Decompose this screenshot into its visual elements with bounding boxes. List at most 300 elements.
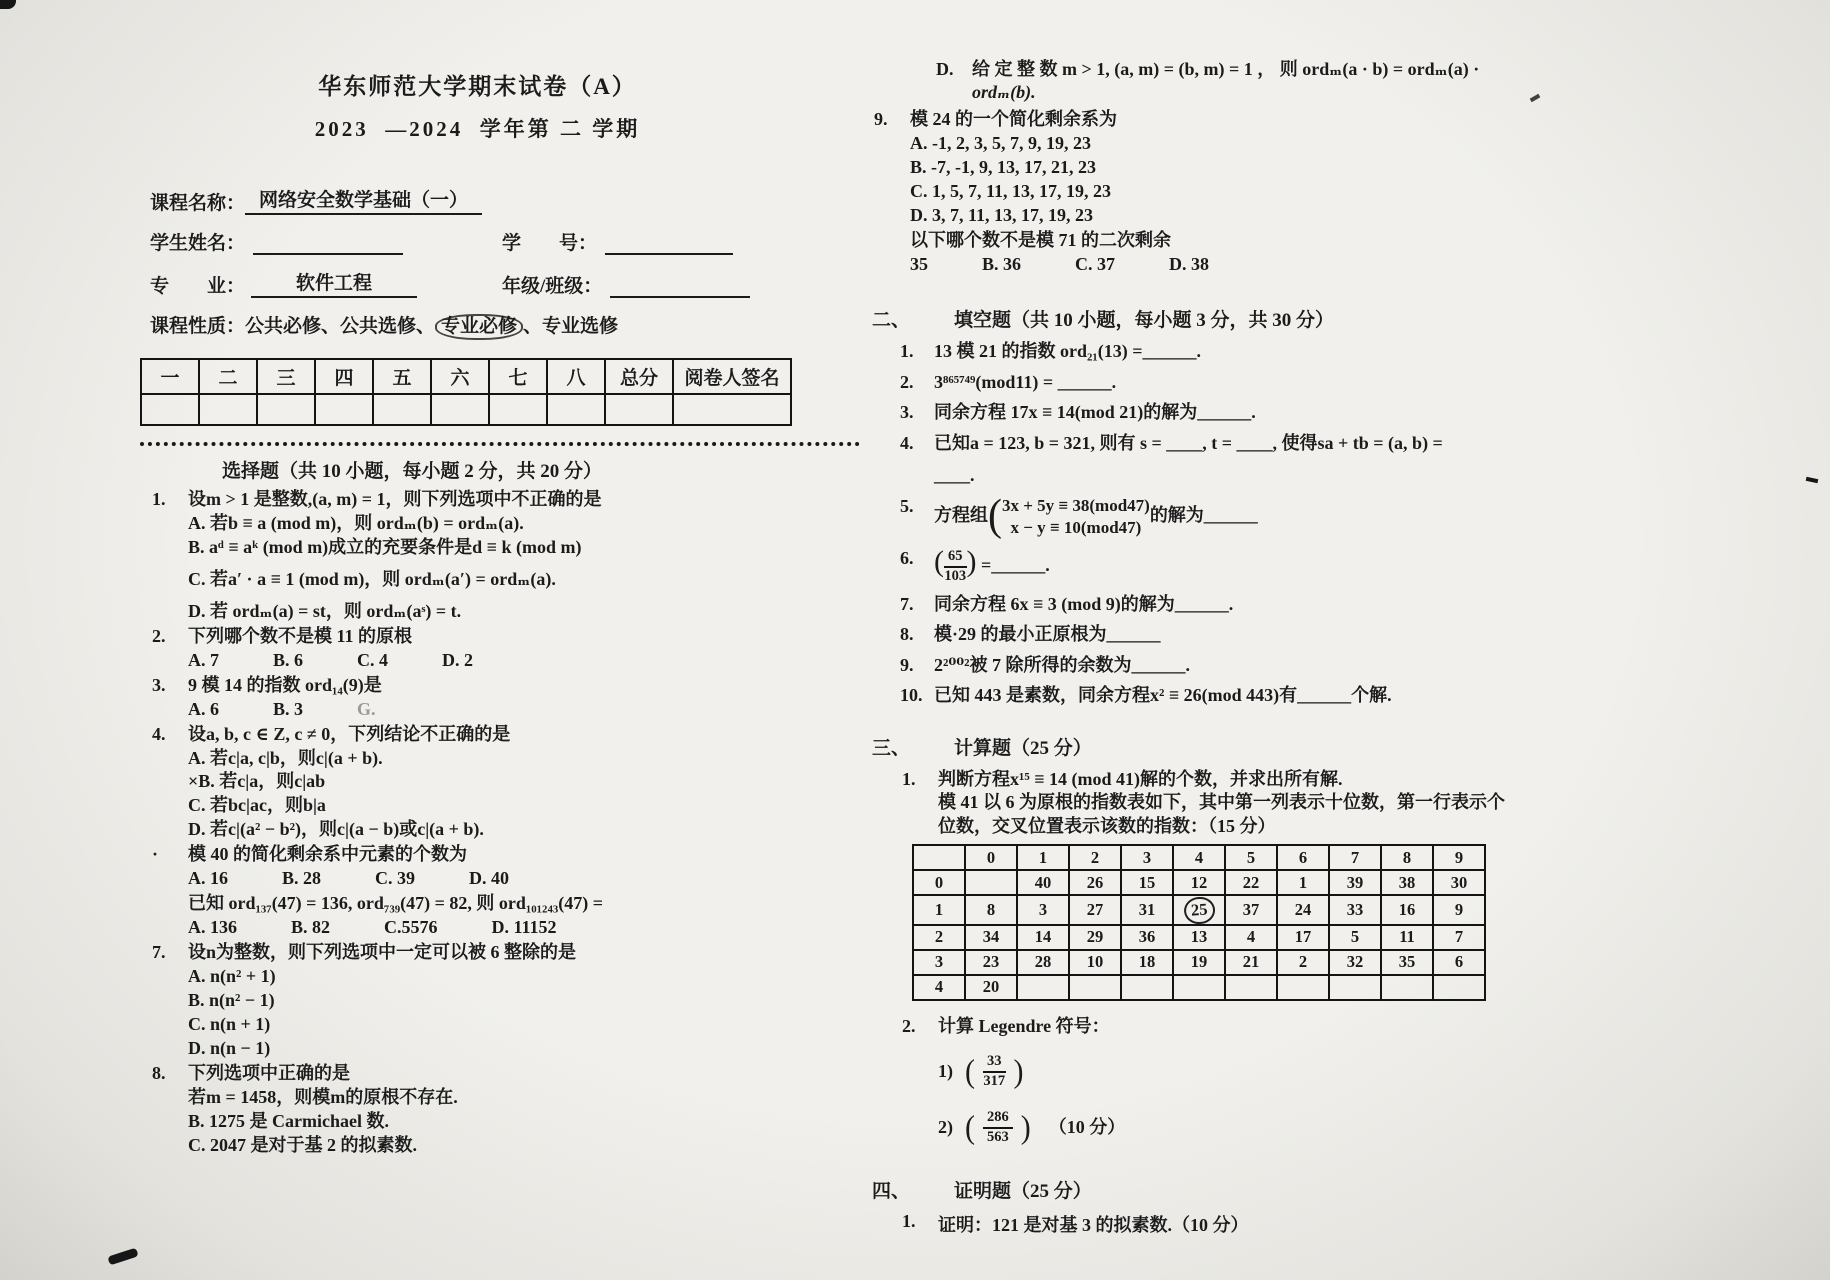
question-text: 下列哪个数不是模 11 的原根: [188, 625, 413, 646]
item-body: [934, 371, 1552, 394]
index-table-cell: 3: [1017, 895, 1069, 924]
calc-question-2: [872, 1015, 1552, 1146]
question-head: [150, 1063, 805, 1085]
score-cell-empty: [141, 394, 199, 425]
item-number: 6.: [900, 548, 914, 569]
index-table-row: [913, 925, 1485, 950]
index-table-row: [913, 975, 1485, 1000]
item-number: 1.: [900, 341, 914, 362]
scan-corner-mark: [0, 0, 16, 9]
index-table-cell: 26: [1069, 870, 1121, 895]
nature-text: 公共必修、公共选修、: [245, 316, 436, 337]
mc-question-list-right: [872, 109, 1552, 276]
option: B. 82: [291, 917, 331, 938]
question-head: [150, 724, 805, 746]
index-table-cell: 11: [1381, 925, 1433, 950]
option: A. 若c|a, c|b，则c|(a + b).: [188, 747, 383, 768]
section-number: 三、: [872, 737, 911, 759]
fill-item: [872, 432, 1552, 487]
index-table-cell: 23: [965, 950, 1017, 975]
option: D. 11152: [491, 917, 557, 938]
question: [150, 844, 805, 890]
fill-item: [872, 491, 1552, 541]
student-name-blank: [253, 235, 403, 255]
equation-line: x − y ≡ 10(mod47): [1010, 518, 1142, 538]
index-table-column-header: 5: [1225, 845, 1277, 870]
question-text: 位数，交叉位置表示该数的指数：（15 分）: [938, 815, 1276, 836]
index-table-cell: 21: [1225, 950, 1277, 975]
option: B. 36: [982, 253, 1022, 274]
question-head: [150, 844, 805, 866]
index-table-cell: 40: [1017, 870, 1069, 895]
fraction-numerator: 65: [944, 549, 967, 568]
index-table-cell: 6: [1433, 950, 1485, 975]
scan-ink-mark: [1806, 477, 1819, 483]
item-label: 1): [938, 1061, 953, 1082]
question-text: 模 40 的简化剩余系中元素的个数为: [188, 844, 467, 865]
item-body: [934, 340, 1552, 363]
question: [150, 626, 805, 672]
index-table-cell: 34: [965, 925, 1017, 950]
right-column: [872, 58, 1552, 1237]
legendre-symbol-2: [938, 1110, 1552, 1146]
equation-system: [988, 491, 1150, 541]
option: B. -7, -1, 9, 13, 17, 21, 23: [910, 156, 1096, 177]
score-cell-empty: [257, 394, 315, 425]
index-table-cell: [1277, 975, 1329, 1000]
question-number: [872, 230, 910, 252]
item-body: [934, 432, 1552, 487]
score-cell-empty: [605, 394, 673, 425]
question-head: [872, 109, 1552, 131]
index-table-column-header: 9: [1433, 845, 1485, 870]
index-table-cell: 17: [1277, 925, 1329, 950]
question-number: ·: [152, 844, 159, 865]
option: D. 若c|(a² − b²)，则c|(a − b)或c|(a + b).: [188, 819, 484, 840]
index-table: [912, 844, 1486, 1000]
index-table-cell: 39: [1329, 870, 1381, 895]
index-table-row-header: 2: [913, 925, 965, 950]
score-column-header: 阅卷人签名: [673, 359, 791, 394]
index-table-cell: 14: [1017, 925, 1069, 950]
option: B. 3: [273, 698, 304, 719]
index-table-column-header: 6: [1277, 845, 1329, 870]
score-column-header: 五: [373, 359, 431, 394]
course-name-label: 课程名称：: [150, 193, 246, 214]
index-table-column-header: 3: [1121, 845, 1173, 870]
question-number: 9.: [874, 108, 888, 129]
index-table-column-header: 1: [1017, 845, 1069, 870]
question-number: 7.: [152, 942, 166, 963]
item-text: 2²⁰⁰²被 7 除所得的余数为______.: [934, 654, 1191, 675]
fraction: [944, 549, 967, 585]
option: C. 37: [1075, 253, 1116, 274]
index-table-row-header: 3: [913, 950, 965, 975]
option: B. 6: [273, 649, 304, 670]
question-number: 1.: [152, 489, 166, 509]
student-row: [150, 228, 805, 255]
item-body: [934, 593, 1552, 616]
index-table-cell: 32: [1329, 950, 1381, 975]
option-letter: D.: [936, 59, 954, 79]
option-text-continuation: ordₘ(b).: [972, 82, 1036, 103]
item-body: [934, 623, 1552, 646]
course-nature-row: [150, 311, 805, 338]
option: C. 39: [375, 868, 416, 889]
option: A. n(n² + 1): [188, 966, 276, 987]
option: ×B. 若c|a，则c|ab: [188, 771, 326, 792]
index-table-cell: [1225, 975, 1277, 1000]
section-number: 四、: [872, 1180, 911, 1202]
question-text: 模 41 以 6 为原根的指数表如下，其中第一列表示十位数，第一行表示个: [938, 792, 1505, 813]
option: 35: [910, 253, 928, 274]
index-table-cell: 33: [1329, 895, 1381, 924]
course-name-row: [150, 185, 805, 215]
index-table-cell: [1433, 975, 1485, 1000]
option: D. 40: [469, 868, 510, 889]
index-table-cell: 31: [1121, 895, 1173, 924]
class-label: 年级/班级：: [502, 276, 603, 297]
index-table-cell: 1: [1277, 870, 1329, 895]
left-column: [150, 68, 805, 1160]
course-name-value: 网络安全数学基础（一）: [245, 185, 482, 215]
item-text: 同余方程 17x ≡ 14(mod 21)的解为______.: [934, 402, 1256, 423]
item-body: [934, 491, 1552, 541]
score-column-header: 八: [547, 359, 605, 394]
index-table-row-header: 0: [913, 870, 965, 895]
question-text: 设a, b, c ∈ Z, c ≠ 0，下列结论不正确的是: [188, 723, 511, 744]
item-number: 4.: [900, 432, 914, 453]
section-title: 证明题（25 分）: [954, 1180, 1092, 1202]
index-table-row-header: 4: [913, 975, 965, 1000]
score-column-header: 一: [141, 359, 199, 394]
option: C.5576: [384, 917, 438, 938]
exam-semester: 2023 —2024 学年第 二 学期: [314, 117, 641, 141]
score-cell-empty: [373, 394, 431, 425]
index-table-cell: 5: [1329, 925, 1381, 950]
proof-section-heading: [872, 1176, 1552, 1203]
question-text: 设m > 1 是整数,(a, m) = 1，则下列选项中不正确的是: [188, 489, 602, 509]
item-body: [934, 684, 1552, 707]
question-head: [150, 626, 805, 648]
item-text: 模·29 的最小正原根为______: [934, 624, 1161, 645]
right-paren: ): [1013, 1053, 1024, 1090]
question: [872, 230, 1552, 276]
proof-question-1: [872, 1211, 1552, 1237]
item-body: [934, 401, 1552, 424]
option: C. n(n + 1): [188, 1014, 271, 1035]
item-number: 8.: [900, 624, 914, 645]
index-table-cell: [1329, 975, 1381, 1000]
fraction-denominator: 563: [987, 1128, 1009, 1145]
question: [150, 489, 805, 623]
exam-title: 华东师范大学期末试卷（A）: [318, 74, 637, 99]
option: B. 28: [282, 868, 322, 889]
fraction-denominator: 317: [983, 1072, 1006, 1089]
index-table-column-header: 4: [1173, 845, 1225, 870]
option: C. 若bc|ac，则b|a: [188, 795, 326, 816]
question-head: [150, 942, 805, 964]
option: C. 1, 5, 7, 11, 13, 17, 19, 23: [910, 180, 1112, 201]
index-table-row: [913, 950, 1485, 975]
index-table-cell: 37: [1225, 895, 1277, 924]
index-table-cell: [1017, 975, 1069, 1000]
item-number: 2.: [900, 371, 914, 392]
major-value: 软件工程: [251, 268, 417, 298]
option: A. 6: [188, 698, 219, 719]
options-row: [872, 254, 1552, 276]
index-table-cell: 10: [1069, 950, 1121, 975]
item-text: 13 模 21 的指数 ord₂₁(13) =______.: [934, 341, 1202, 362]
option: C. 4: [357, 649, 389, 670]
calc-section-heading: [872, 733, 1552, 760]
left-paren: (: [965, 1109, 975, 1146]
item-text: 同余方程 6x ≡ 3 (mod 9)的解为______.: [934, 593, 1234, 614]
index-table-cell: 9: [1433, 895, 1485, 924]
item-label: 2): [938, 1117, 953, 1138]
fraction-denominator: 103: [944, 568, 967, 585]
points-note: （10 分）: [1048, 1117, 1126, 1138]
question: [150, 893, 805, 939]
option: D. 2: [442, 649, 474, 670]
fraction-numerator: 286: [983, 1110, 1013, 1129]
option-text: 给 定 整 数 m > 1, (a, m) = (b, m) = 1 ， 则 ordₘ(a · b) = ordₘ(a) ·: [972, 59, 1480, 79]
item-body: [934, 654, 1552, 677]
fill-item: [872, 593, 1552, 616]
major-label: 专 业：: [150, 276, 246, 297]
index-table-cell: 38: [1381, 870, 1433, 895]
right-paren: ): [1020, 1109, 1031, 1146]
item-number: 10.: [900, 685, 923, 706]
nature-text: 、专业选修: [523, 316, 619, 337]
option: C. 2047 是对于基 2 的拟素数.: [188, 1134, 417, 1155]
option: A. 7: [188, 649, 219, 670]
section-title: 计算题（25 分）: [954, 737, 1092, 759]
mc-section-heading: 选择题（共 10 小题，每小题 2 分，共 20 分）: [222, 461, 603, 482]
equation-line: 3x + 5y ≡ 38(mod47): [1002, 495, 1150, 515]
fill-item: [872, 547, 1552, 585]
score-column-header: 三: [257, 359, 315, 394]
option: B. aᵈ ≡ aᵏ (mod m)成立的充要条件是d ≡ k (mod m): [188, 536, 582, 557]
options-row: [150, 650, 805, 672]
index-table-cell: 12: [1173, 870, 1225, 895]
hand-circled-value: 25: [1183, 896, 1215, 925]
dotted-separator: [140, 440, 860, 446]
question-head: [150, 893, 805, 915]
index-table-cell: 20: [965, 975, 1017, 1000]
nature-selected: 专业必修: [435, 314, 523, 340]
item-number: 3.: [900, 402, 914, 423]
option: A. 16: [188, 868, 228, 889]
fill-item: [872, 623, 1552, 646]
question-text: 计算 Legendre 符号：: [938, 1015, 1110, 1036]
options-row: [150, 917, 805, 939]
question-head: [150, 489, 805, 511]
index-table-cell: 8: [965, 895, 1017, 924]
question: [150, 675, 805, 721]
question-number: 3.: [152, 674, 166, 695]
question-number: 8.: [152, 1062, 166, 1083]
system-equations: [1002, 495, 1150, 539]
item-body: [934, 547, 1552, 585]
fill-item: [872, 340, 1552, 363]
question-head: [150, 675, 805, 697]
score-column-header: 四: [315, 359, 373, 394]
question-text: 证明：121 是对基 3 的拟素数.（10 分）: [938, 1214, 1249, 1235]
score-column-header: 二: [199, 359, 257, 394]
index-table-row: [913, 870, 1485, 895]
question: [150, 942, 805, 1060]
score-column-header: 七: [489, 359, 547, 394]
mc-question-list: [150, 489, 805, 1157]
question-number: 4.: [152, 723, 166, 744]
question: [150, 724, 805, 842]
index-table-cell: [1121, 975, 1173, 1000]
score-cell-empty: [673, 394, 791, 425]
question-text: 判断方程x¹⁵ ≡ 14 (mod 41)解的个数，并求出所有解.: [938, 768, 1343, 789]
scan-artifact: G.: [357, 698, 376, 719]
index-table-cell: 28: [1017, 950, 1069, 975]
option: C. 若a′ · a ≡ 1 (mod m)，则 ordₘ(a′) = ordₘ(a).: [188, 568, 556, 589]
option: A. -1, 2, 3, 5, 7, 9, 19, 23: [910, 132, 1091, 153]
fraction-numerator: 33: [983, 1054, 1006, 1073]
option: D. 3, 7, 11, 13, 17, 19, 23: [910, 204, 1094, 225]
index-table-cell: 35: [1381, 950, 1433, 975]
index-table-cell: 13: [1173, 925, 1225, 950]
score-cell-empty: [547, 394, 605, 425]
item-number: 9.: [900, 654, 914, 675]
fill-item: [872, 371, 1552, 394]
index-table-cell: [1173, 975, 1225, 1000]
calc-question-1: [872, 768, 1552, 1001]
option: B. n(n² − 1): [188, 990, 275, 1011]
options-row: [150, 868, 805, 890]
score-cell-empty: [431, 394, 489, 425]
index-table-cell: 19: [1173, 950, 1225, 975]
section-number: 二、: [872, 310, 911, 332]
question-text: 9 模 14 的指数 ord₁₄(9)是: [188, 674, 382, 695]
class-blank: [610, 278, 750, 298]
item-text: 已知a = 123, b = 321, 则有 s = ____, t = ____, 使得sa + tb = (a, b) =: [934, 432, 1443, 453]
index-table-column-header: 0: [965, 845, 1017, 870]
index-table-cell: [1069, 975, 1121, 1000]
student-id-blank: [605, 235, 733, 255]
question-text: 模 24 的一个简化剩余系为: [910, 108, 1117, 129]
index-table-cell: 29: [1069, 925, 1121, 950]
index-table-cell: 30: [1433, 870, 1485, 895]
index-table-header-row: [913, 845, 1485, 870]
major-row: [150, 268, 805, 298]
option: D. n(n − 1): [188, 1037, 271, 1058]
item-text: 已知 443 是素数，同余方程x² ≡ 26(mod 443)有______个解.: [934, 685, 1392, 706]
index-table-cell: 27: [1069, 895, 1121, 924]
score-table: [140, 358, 792, 426]
index-table-cell: 4: [1225, 925, 1277, 950]
mc-continued-option: [872, 58, 1552, 105]
right-paren: ): [966, 545, 977, 579]
score-cell-empty: [315, 394, 373, 425]
question-number: 2.: [902, 1015, 916, 1036]
item-text: 的解为______: [1149, 505, 1258, 526]
section-title: 填空题（共 10 小题，每小题 3 分，共 30 分）: [954, 310, 1335, 332]
index-table-cell: 36: [1121, 925, 1173, 950]
fill-item: [872, 684, 1552, 707]
index-table-cell: 22: [1225, 870, 1277, 895]
fill-item: [872, 654, 1552, 677]
left-paren: (: [965, 1053, 975, 1090]
left-paren: (: [934, 545, 944, 579]
fill-section-heading: [872, 305, 1552, 332]
fill-item: [872, 401, 1552, 424]
left-paren: (: [988, 491, 1002, 541]
question-text: 已知 ord₁₃₇(47) = 136, ord₇₃₉(47) = 82, 则 ord₁₀₁₂₄₃(47) =: [188, 893, 603, 914]
index-table-column-header: 8: [1381, 845, 1433, 870]
option: A. 136: [188, 917, 237, 938]
index-table-row-header: 1: [913, 895, 965, 924]
question-text: 以下哪个数不是模 71 的二次剩余: [910, 229, 1171, 250]
question-number: 1.: [902, 1210, 916, 1231]
question: [150, 1063, 805, 1157]
score-column-header: 六: [431, 359, 489, 394]
item-text: 方程组: [934, 505, 988, 526]
option: 若m = 1458，则模m的原根不存在.: [188, 1086, 458, 1107]
question-text: 下列选项中正确的是: [188, 1062, 350, 1083]
item-number: 7.: [900, 593, 914, 614]
score-cell-empty: [489, 394, 547, 425]
index-table-column-header: 2: [1069, 845, 1121, 870]
index-table-cell: 24: [1277, 895, 1329, 924]
index-table-cell: 18: [1121, 950, 1173, 975]
question-number: 2.: [152, 625, 166, 646]
item-text: =______.: [976, 555, 1050, 576]
score-cell-empty: [199, 394, 257, 425]
index-table-cell: 7: [1433, 925, 1485, 950]
options-row: [150, 699, 805, 721]
course-nature-label: 课程性质：: [150, 316, 246, 337]
student-name-label: 学生姓名：: [150, 233, 246, 254]
index-table-cell: [965, 870, 1017, 895]
index-table-column-header: 7: [1329, 845, 1381, 870]
index-table-cell: [1381, 975, 1433, 1000]
item-text-continuation: ____.: [934, 465, 975, 486]
index-table-cell: 2: [1277, 950, 1329, 975]
option: D. 38: [1169, 253, 1210, 274]
scan-ink-mark: [107, 1248, 138, 1266]
option: A. 若b ≡ a (mod m)，则 ordₘ(b) = ordₘ(a).: [188, 512, 524, 533]
student-id-label: 学 号：: [502, 233, 598, 254]
index-table-cell: 15: [1121, 870, 1173, 895]
index-table-cell: [1173, 895, 1225, 924]
index-table-row: [913, 895, 1485, 924]
item-number: 5.: [900, 495, 914, 516]
item-text: 3⁸⁶⁵⁷⁴⁹(mod11) = ______.: [934, 371, 1117, 392]
question-head: [872, 230, 1552, 252]
option: B. 1275 是 Carmichael 数.: [188, 1110, 389, 1131]
question-text: 设n为整数，则下列选项中一定可以被 6 整除的是: [188, 942, 577, 963]
course-nature-options: [245, 311, 618, 338]
score-column-header: 总分: [605, 359, 673, 394]
fraction: [983, 1110, 1013, 1146]
question-number: 1.: [902, 768, 916, 789]
legendre-symbol-1: [938, 1054, 1552, 1090]
fraction: [983, 1054, 1006, 1090]
index-table-column-header: [913, 845, 965, 870]
option: D. 若 ordₘ(a) = st，则 ordₘ(aˢ) = t.: [188, 600, 462, 621]
index-table-cell: 16: [1381, 895, 1433, 924]
exam-meta: [150, 185, 805, 338]
question-number: [150, 893, 188, 915]
question: [872, 109, 1552, 227]
